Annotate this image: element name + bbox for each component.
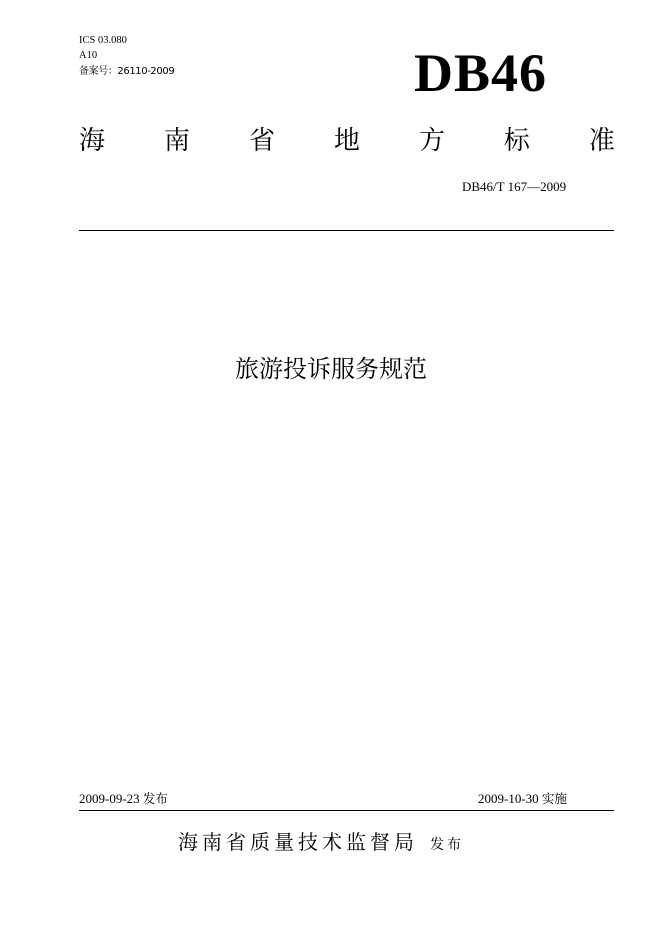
classification-code: A10 <box>79 50 98 61</box>
standard-type-title <box>79 123 615 159</box>
ics-code: ICS 03.080 <box>79 35 127 46</box>
title-char: 南 <box>163 126 190 156</box>
implement-date-value: 2009-10-30 <box>478 791 539 806</box>
issuer-name: 海南省质量技术监督局 <box>178 830 418 854</box>
publish-label: 发布 <box>142 791 168 806</box>
bottom-divider <box>79 810 614 811</box>
title-char: 标 <box>503 126 530 156</box>
record-value: 26110-2009 <box>117 66 175 77</box>
implement-label: 实施 <box>541 791 567 806</box>
title-char: 海 <box>79 126 106 156</box>
db-code-logo: DB46 <box>414 43 548 103</box>
record-label: 备案号： <box>79 66 118 77</box>
issuer-suffix: 发布 <box>430 837 464 853</box>
title-char: 省 <box>248 126 275 156</box>
top-divider <box>79 230 614 231</box>
issuer <box>178 827 464 857</box>
publish-date <box>79 791 168 807</box>
publish-date-value: 2009-09-23 <box>79 791 140 806</box>
implement-date <box>478 791 567 807</box>
standard-number: DB46/T 167—2009 <box>462 179 567 194</box>
record-number <box>79 65 174 79</box>
title-char: 方 <box>418 126 445 156</box>
title-char: 准 <box>588 126 615 156</box>
title-char: 地 <box>333 126 360 156</box>
document-title: 旅游投诉服务规范 <box>235 355 427 383</box>
